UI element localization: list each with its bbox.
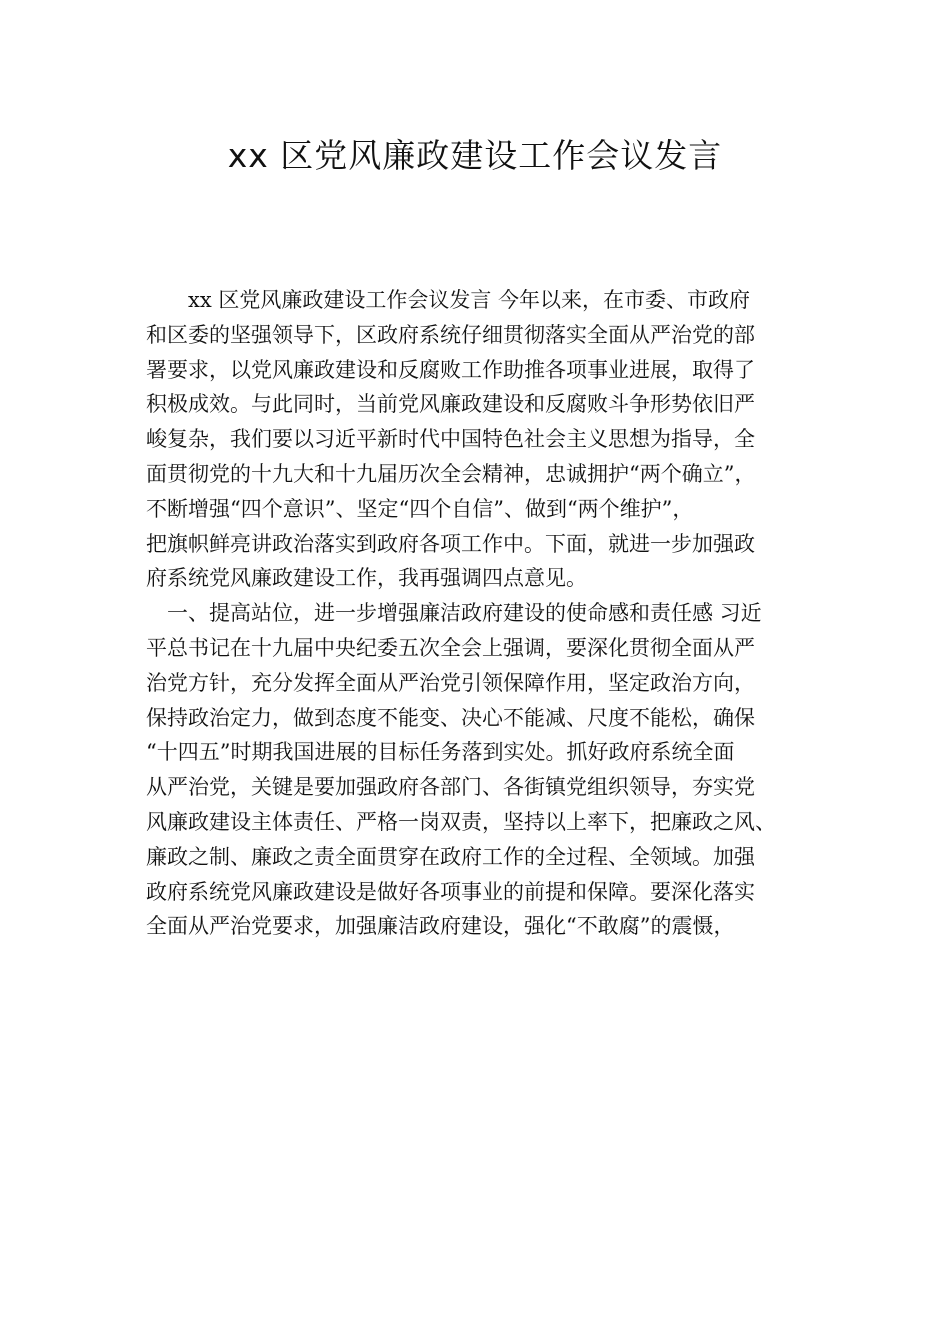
paragraph-line: 面贯彻党的十九大和十九届历次全会精神，忠诚拥护“两个确立”， xyxy=(146,461,756,486)
paragraph-line: 从严治党，关键是要加强政府各部门、各街镇党组织领导，夯实党 xyxy=(146,775,755,800)
paragraph-line: 峻复杂，我们要以习近平新时代中国特色社会主义思想为指导，全 xyxy=(146,427,755,452)
paragraph-line: 治党方针，充分发挥全面从严治党引领保障作用，坚定政治方向， xyxy=(146,670,755,695)
paragraph-line: 政府系统党风廉政建设是做好各项事业的前提和保障。要深化落实 xyxy=(146,879,755,904)
paragraph-line: 把旗帜鲜亮讲政治落实到政府各项工作中。下面，就进一步加强政 xyxy=(146,531,755,556)
paragraph-line: 和区委的坚强领导下，区政府系统仔细贯彻落实全面从严治党的部 xyxy=(146,322,755,347)
paragraph-line: “十四五”时期我国进展的目标任务落到实处。抓好政府系统全面 xyxy=(146,740,735,765)
paragraph-line: xx 区党风廉政建设工作会议发言 今年以来，在市委、市政府 xyxy=(188,288,751,312)
paragraph-line: 风廉政建设主体责任、严格一岗双责，坚持以上率下，把廉政之风、 xyxy=(146,809,776,834)
document-title: xx 区党风廉政建设工作会议发言 xyxy=(227,136,723,175)
paragraph-line: 保持政治定力，做到态度不能变、决心不能减、尺度不能松，确保 xyxy=(146,705,755,730)
paragraph-line: 全面从严治党要求，加强廉洁政府建设，强化“不敢腐”的震慑， xyxy=(146,914,735,939)
paragraph-line: 不断增强“四个意识”、坚定“四个自信”、做到“两个维护”， xyxy=(146,496,694,521)
paragraph-line: 署要求，以党风廉政建设和反腐败工作助推各项事业进展，取得了 xyxy=(146,357,755,382)
paragraph-line: 廉政之制、廉政之责全面贯穿在政府工作的全过程、全领域。加强 xyxy=(146,844,755,869)
paragraph-line: 平总书记在十九届中央纪委五次全会上强调，要深化贯彻全面从严 xyxy=(146,635,755,660)
paragraph-line: 府系统党风廉政建设工作，我再强调四点意见。 xyxy=(146,566,587,591)
paragraph-line: 积极成效。与此同时，当前党风廉政建设和反腐败斗争形势依旧严 xyxy=(146,392,755,417)
section-heading-line: 一、提高站位，进一步增强廉洁政府建设的使命感和责任感 习近 xyxy=(167,601,762,626)
document-body xyxy=(146,283,806,944)
